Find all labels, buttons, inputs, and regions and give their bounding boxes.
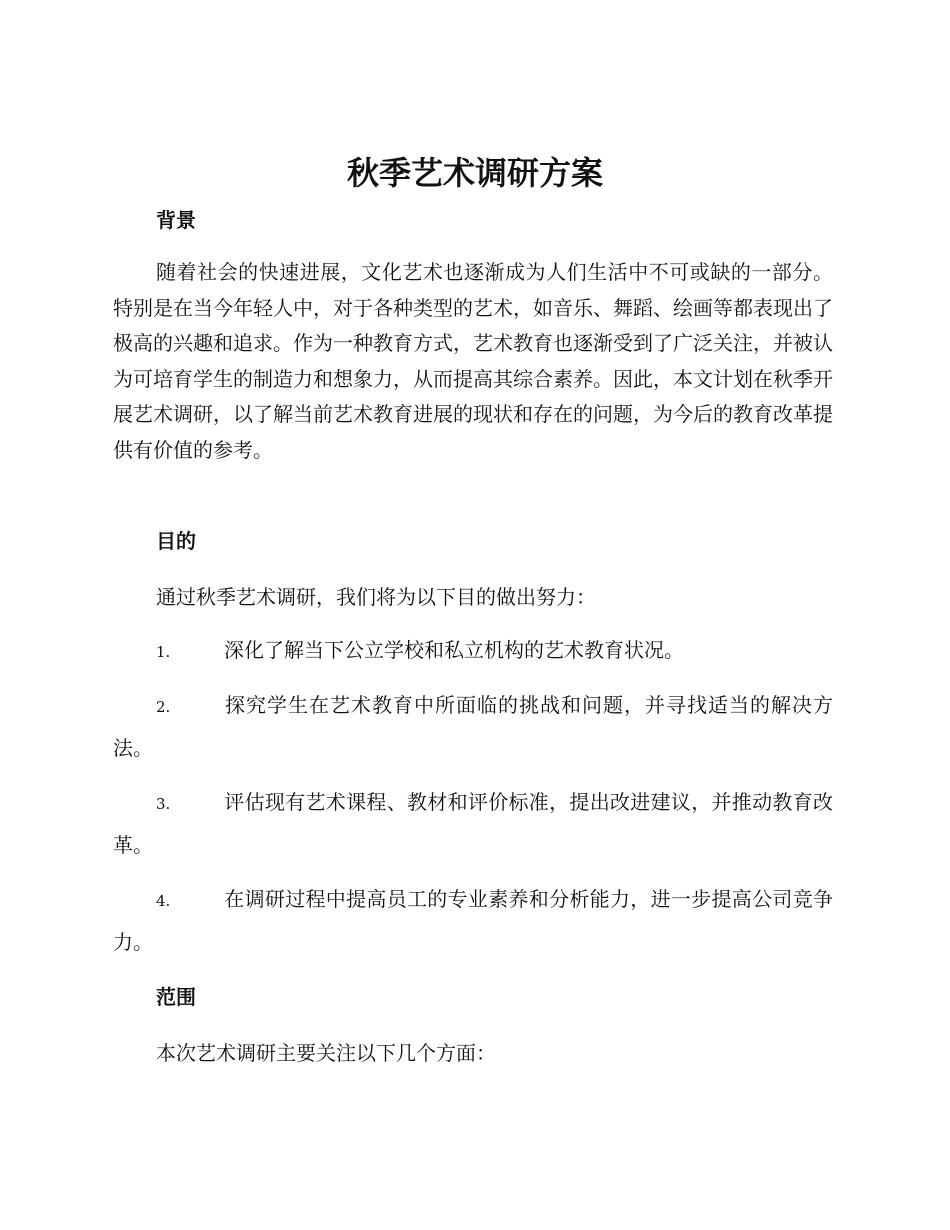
list-item <box>113 685 833 769</box>
section-heading-background: 背景 <box>156 208 196 232</box>
list-item <box>113 782 833 866</box>
section-heading-purpose: 目的 <box>156 529 196 553</box>
list-item-number: 4. <box>156 892 171 910</box>
list-item-text: 评估现有艺术课程、教材和评价标准，提出改进建议，并推动教育改革。 <box>113 790 833 857</box>
section-heading-scope: 范围 <box>156 985 196 1009</box>
purpose-intro: 通过秋季艺术调研，我们将为以下目的做出努力： <box>156 585 596 609</box>
list-item-number: 3. <box>156 795 171 813</box>
list-item-number: 2. <box>156 698 171 716</box>
list-item-text: 探究学生在艺术教育中所面临的挑战和问题，并寻找适当的解决方法。 <box>113 693 833 760</box>
list-item <box>113 630 833 673</box>
document-title: 秋季艺术调研方案 <box>346 154 603 192</box>
list-item-number: 1. <box>156 643 171 661</box>
list-item <box>113 879 833 963</box>
list-item-text: 深化了解当下公立学校和私立机构的艺术教育状况。 <box>224 638 684 662</box>
background-paragraph: 随着社会的快速进展，文化艺术也逐渐成为人们生活中不可或缺的一部分。特别是在当今年轻人中，对于各种类型的艺术，如音乐、舞蹈、绘画等都表现出了极高的兴趣和追求。作为一种教育方式，艺术教育也逐渐受到了广泛关注，并被认为可培育学生的制造力和想象力，从而提高其综合素养。因此，本文计划在秋季开展艺术调研，以了解当前艺术教育进展的现状和存在的问题，为今后的教育改革提供有价值的参考。 <box>113 260 833 462</box>
scope-intro: 本次艺术调研主要关注以下几个方面： <box>156 1041 496 1065</box>
list-item-text: 在调研过程中提高员工的专业素养和分析能力，进一步提高公司竞争力。 <box>113 887 833 954</box>
